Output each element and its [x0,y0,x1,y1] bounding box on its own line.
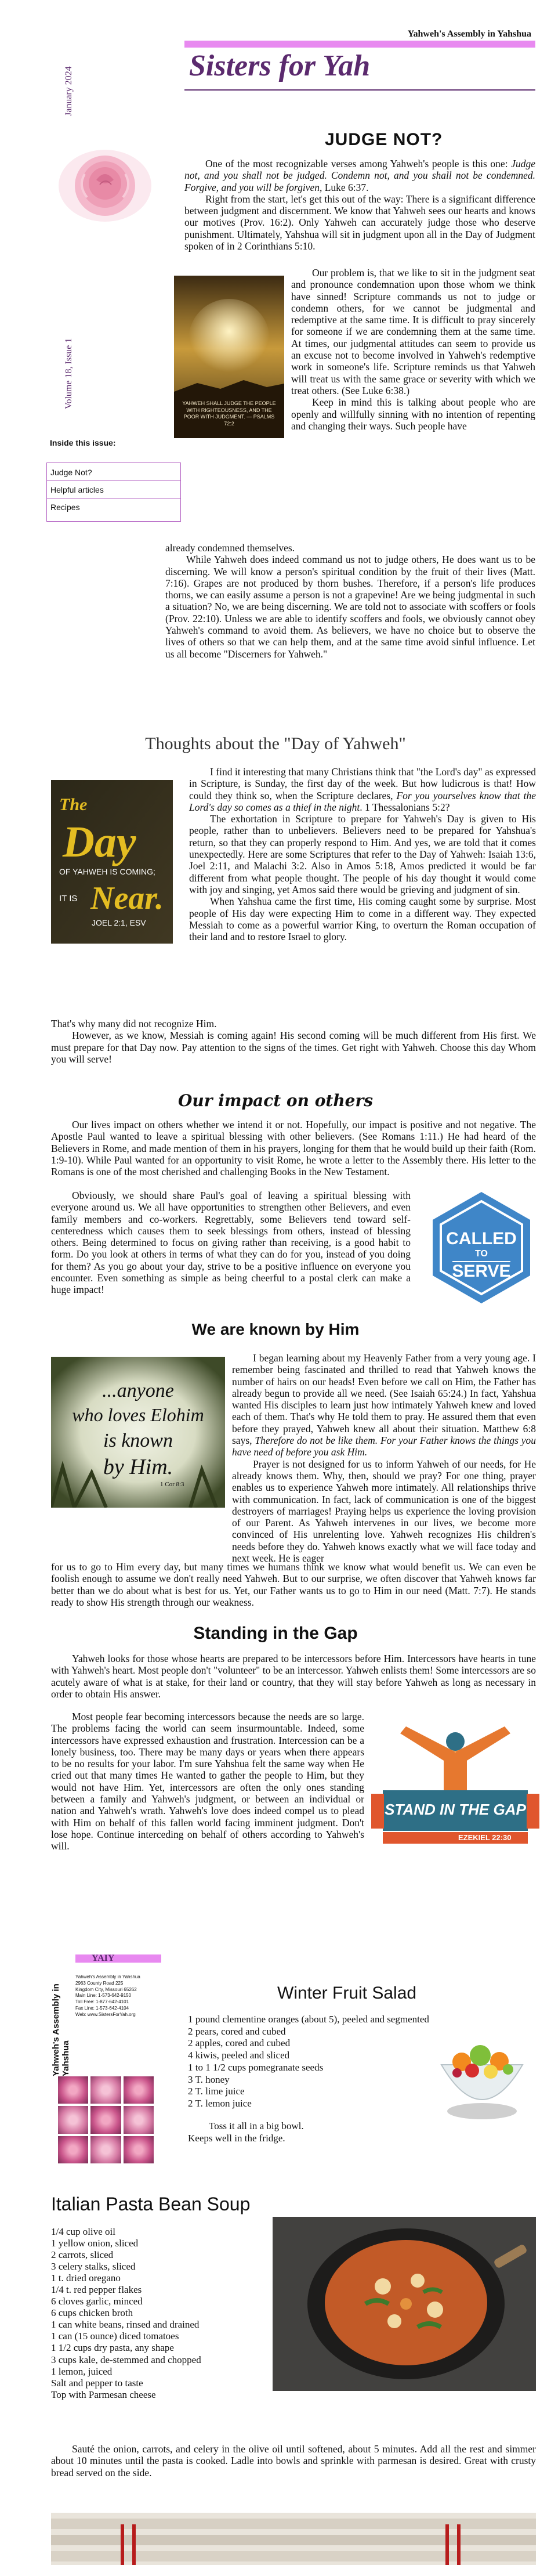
poster-line1: The [59,795,88,814]
rose-tile [58,2076,88,2104]
soup-directions: Sauté the onion, carrots, and celery in the olive oil until softened, about 5 minutes. Add all the rest and simmer about 10 minutes until the pasta is cooked. Ladle into bowls and sprinkle with parmesan is desired. Great with crusty bread served on the side. [51,2443,536,2479]
mailer-stamp-bar [75,1954,161,1963]
poster-line3: OF YAHWEH IS COMING; [59,867,155,876]
stand-in-gap-image [371,1726,539,1854]
mailer-panel [51,1954,155,2163]
toc-item[interactable]: Judge Not? [47,463,180,481]
salad-ingredient: 2 apples, cored and cubed [188,2037,291,2049]
gap-p1: Yahweh looks for those whose hearts are prepared to be intercessors before Him. Intercessors have hearts in tune with Yahweh's heart. Most people don't "volunteer" to be an intercessor. Yahweh enlists them! Some intercessors are so acutely aware of what is at stake, for their land or country, that they will stay before Yahweh as long as necessary in order to obtain His answer. [51,1653,536,1700]
rose-tile [58,2136,88,2163]
mailer-vertical: Yahweh's Assembly in Yahshua [51,1984,71,2076]
salad-title: Winter Fruit Salad [277,1984,417,2003]
judge-column [291,267,535,432]
rose-image [50,139,160,232]
judge-p4-end: already condemned themselves. [165,542,295,554]
known-title: We are known by Him [191,1320,360,1338]
known-p2-end: for us to go to Him every day, but many times we humans think we know what would benefit us. We can even be foolish enough to assume we don't really need Yahweh. But to our surprise, we often discover that Yahweh knows far better than we do about what is best for us. Yet, our Father wants us to go to Him in our need (Matt. 7:7). He stands ready to show His strength through our weakness. [51,1561,536,1608]
salad-image [427,2018,537,2129]
known-column [232,1352,536,1564]
address-line: Web: www.SistersForYah.org [75,2011,136,2017]
salad-ingredient: 2 pears, cored and cubed [188,2025,286,2037]
salad-directions: Toss it all in a big bowl. Keeps well in the fridge. [188,2120,304,2144]
soup-image [273,2217,536,2391]
impact-p2: Obviously, we should share Paul's goal of leaving a spiritual blessing with everyone around us. We all have opportunities to strengthen other Believers, and even family members and co-workers. Regrettably, some Believers tend toward self-centeredness which causes them to seek blessings from others, instead of blessing others. Being determined to focus on giving rather than receiving, is a good habit to form. Do you look at others in terms of what they can do for you, instead of you doing for them? As you go about your day, strive to be a positive influence on everyone you encounter. Even something as simple as being cheerful to a postal clerk can make a huge impact! [51,1190,411,1296]
toc-item[interactable]: Helpful articles [47,481,180,498]
soup-ingredient: 6 cloves garlic, minced [51,2296,143,2307]
soup-ingredient: 1 t. dried oregano [51,2272,121,2284]
rose-tile [124,2136,154,2163]
impact-p1: Our lives impact on others whether we intend it or not. Hopefully, our impact is positive and not negative. The Apostle Paul wanted to leave a spiritual blessing with other believers. (See Romans 1:11.) He had heard of the Believers in Rome, and made mention of them in his prayers, longing for them that he would build up their faith (Rom. 1:9-10). While Paul wanted for an opportunity to visit Rome, he wrote a letter to the Assembly there. His letter to the Romans is one of the most cherished and challenging Books in the New Testament. [51,1119,536,1178]
poster-line6: JOEL 2:1, ESV [92,918,146,927]
soup-ingredients [51,2226,271,2401]
day-p3-end: That's why many did not recognize Him. [51,1018,217,1029]
soup-ingredient: 1 can (15 ounce) diced tomatoes [51,2331,179,2342]
known-img-line3: is known [103,1430,173,1451]
address-line: Yahweh's Assembly in Yahshua [75,1974,140,1979]
impact-title: Our impact on others [177,1091,374,1110]
day-poster [51,780,173,944]
soup-ingredient: 1/4 cup olive oil [51,2226,115,2237]
masthead [0,0,551,93]
judge-p4: Keep in mind this is talking about people who are openly and willfully sinning with no intention of repenting and changing their ways. Such people have [291,396,535,432]
day-p1: I find it interesting that many Christians think that "the Lord's day" as expressed in Scripture, is Sunday, the first day of the week. But how ludicrous is that! How could they think so, when the Scripture declares, For you yourselves know that the Lord's day so comes as a thief in the night. 1 Thessalonians 5:2? [189,766,536,813]
known-img-line1: ...anyone [102,1380,174,1401]
impact-top [51,1119,536,1177]
masthead-volume: Volume 18, Issue 1 [64,338,74,409]
judge-p3: Our problem is, that we like to sit in the judgment seat and pronounce condemnation upon those whom we think have sinned! Scripture commands us not to judge or condemn others, for we cannot be judgmental and redemptive at the same time. It is difficult to pray sincerely for someone if we are condemning them at the same time. At times, our judgmental attitudes can seem to provide us an excuse not to become involved in Yahweh's redemptive work in someone's life. Scripture reminds us that Yahweh will treat us with the same grace or severity with which we treat others. (See Luke 6:38.) [291,267,535,396]
day-p4: However, as we know, Messiah is coming again! His second coming will be much different from His first. We must prepare for that Day now. Pay attention to the signs of the times. Get right with Yahweh. Choose this day Whom you will serve! [51,1029,536,1065]
salad-ingredient: 4 kiwis, peeled and sliced [188,2050,290,2061]
rose-tile [90,2136,121,2163]
gap-sign-text: STAND IN THE GAP [385,1801,526,1818]
judge-image-caption: YAHWEH SHALL JUDGE THE PEOPLE WITH RIGHTEOUSNESS, AND THE POOR WITH JUDGMENT. — PSALMS 72:2 [182,400,276,427]
known-p2a: Prayer is not designed for us to inform Yahweh of our needs, for He already knows them. Why, then, should we pray? For one thing, prayer enables us to experience Yahweh more intimately. All relationships thrive with communication. In fact, lack of communication is one of the biggest destroyers of marriages! Praying helps us experience the loving provision of our Parent. As Yahweh intervenes in our lives, we become more convinced of His unrelenting love. Yahweh recognizes His children's needs before they do. Yahweh knows exactly what we will face today and next week. He is eager [232,1458,536,1565]
gap-column [51,1711,364,1852]
gap-p2: Most people fear becoming intercessors because the needs are so large. The problems facing the world can seem insurmountable. Indeed, some intercessors have expressed exhaustion and frustration. Intercession can be a lonely business, too. There may be many days or years when there appears to be no results for your labor. I'm sure Yahshua felt the same way when He cried out that many times He wanted to gather the people to Him, but they would not have Him. Yet, intercessors are often the only ones standing between a family and Yahweh's judgment, or between an individual or nation and Yahweh's wrath. Yahweh's love does indeed compel us to plead with Him on behalf of this fallen world facing imminent judgment. Don't lose hope. Continue interceding on behalf of others according to Yahweh's will. [51,1711,364,1852]
soup-ingredient: 1/4 t. red pepper flakes [51,2284,142,2296]
called-to-serve-badge [429,1190,534,1306]
soup-ingredient: 1 yellow onion, sliced [51,2238,139,2249]
day-title: Thoughts about the "Day of Yahweh" [145,734,406,753]
day-column [189,766,536,942]
judge-lower [165,542,535,660]
mailer-address [75,1974,157,2018]
soup-ingredient: 1 lemon, juiced [51,2365,113,2377]
known-img-ref: 1 Cor 8:3 [160,1481,184,1488]
rose-tile [124,2076,154,2104]
judge-p1: One of the most recognizable verses among Yahweh's people is this one: Judge not, and you shall not be judged. Condemn not, and you shall not be condemned. Forgive, and you will be forgiven, Luke 6:37. [184,158,535,193]
judge-intro [184,158,535,252]
rose-tile [90,2106,121,2133]
poster-line5: Near. [90,880,164,916]
salad-ingredients [188,2014,437,2144]
poster-line4: IT IS [59,894,78,904]
address-line: Kingdom City, Missouri 65262 [75,1986,137,1992]
toc-item[interactable]: Recipes [50,503,80,512]
soup-ingredient: 1 1/2 cups dry pasta, any shape [51,2342,174,2354]
judge-p2: Right from the start, let's get this out of the way: There is a significant difference between judgment and discernment. We know that Yahweh sees our hearts and knows our motives (Prov. 16:2). Only Yahweh can accurately judge those who deserve punishment. Ultimately, Yahshua will sit in judgment upon all in the Day of Judgment spoken of in 2 Corinthians 5:10. [184,193,535,252]
soup-ingredient: 3 cups kale, de-stemmed and chopped [51,2354,201,2365]
soup-ingredient: Top with Parmesan cheese [51,2389,156,2400]
roses-grid [58,2076,154,2163]
mailer-stamp: YAIY [92,1953,115,1963]
masthead-date: January 2024 [64,66,74,116]
day-p2: The exhortation in Scripture to prepare for Yahweh's Day is given to His people, rather than to unbelievers. Believers need to be prepared for Yahshua's return, so that they can properly respond to Him. And yes, we are told that it comes unexpectedly. Here are some Scriptures that refer to the Day of Yahweh: Isaiah 13:6, Joel 2:11, and Malachi 3:2. Also in Amos 5:18, Amos predicted it would be far different from what people thought. The people of his day thought it would come with joy and singing, yet Amos said there would be grieving and judgment of sin. [189,813,536,895]
badge-line1: CALLED [446,1229,517,1248]
soup-ingredient: Salt and pepper to taste [51,2377,143,2389]
known-image [51,1357,225,1508]
footer-wood-image [51,2513,536,2565]
salad-ingredient: 3 T. honey [188,2073,230,2085]
known-img-line2: who loves Elohim [72,1404,204,1425]
gap-top [51,1653,536,1700]
salad-ingredient: 1 pound clementine oranges (about 5), peeled and segmented [188,2014,429,2025]
soup-title: Italian Pasta Bean Soup [51,2194,251,2214]
day-p3a: When Yahshua came the first time, His coming caught some by surprise. Most people of His day were expecting Him to come in a different way. They expected Messiah to come as a powerful warrior King, to overturn the Roman occupation of their land and to restore Israel to glory. [189,895,536,943]
day-lower [51,1018,536,1065]
soup-ingredient: 6 cups chicken broth [51,2307,133,2319]
salad-ingredient: 2 T. lemon juice [188,2098,252,2109]
badge-line2: TO [475,1249,488,1259]
known-img-line4: by Him. [103,1455,173,1479]
soup-directions-block [51,2443,536,2479]
masthead-rule [184,89,535,91]
salad-ingredient: 2 T. lime juice [188,2086,245,2097]
masthead-org: Yahweh's Assembly in Yahshua [407,29,531,39]
judge-title: JUDGE NOT? [325,130,443,149]
soup-ingredient: 1 can white beans, rinsed and drained [51,2319,200,2331]
inside-heading: Inside this issue: [50,438,116,447]
judge-p5: While Yahweh does indeed command us not to judge others, He does want us to be discerning. We will know a person's spiritual condition by the fruit of their lives (Matt. 7:16). Grapes are not produced by thorn bushes. Therefore, if a person's life produces thorns, we can easily assume a person is not a grapevine! Are we being judgmental in such a situation? No, we are being discerning. We are told not to associate with scoffers or fools (Prov. 22:10). Unless we are able to identify scoffers and fools, we obviously cannot obey Yahweh's command to avoid them. As believers, we have no choice but to observe the lives of others so that we can help them, and at the same time avoid sinful influence. Let us all become "Discerners for Yahweh." [165,554,535,660]
address-line: Main Line: 1-573-642-9150 [75,1993,132,1999]
masthead-title: Sisters for Yah [189,49,371,82]
gap-sign-ref: EZEKIEL 22:30 [458,1833,512,1842]
address-line: Toll Free: 1-877-642-4101 [75,1999,129,2005]
soup-ingredient: 2 carrots, sliced [51,2249,114,2261]
masthead-bar [184,41,535,48]
badge-line3: SERVE [452,1262,511,1281]
inside-toc [46,463,181,522]
known-p1: I began learning about my Heavenly Father from a very young age. I remember being fascinated and thrilled to read that Yahweh knows the number of hairs on our heads! Even before we call on Him, the Father has already begun to provide all we need. (See Isaiah 65:24.) In fact, Yahshua wanted His disciples to learn just how intimately Yahweh knew and loved each of them. That's why He told them to pray. He assured them that even before they prayed, Yahweh knew all about their situation. Matthew 6:8 says, Therefore do not be like them. For your Father knows the things you have need of before you ask Him. [232,1352,536,1458]
rose-tile [58,2106,88,2133]
salad-ingredient: 1 to 1 1/2 cups pomegranate seeds [188,2061,324,2073]
rose-tile [90,2076,121,2104]
gap-title: Standing in the Gap [193,1624,358,1643]
known-lower [51,1561,536,1608]
impact-p2-block [51,1190,411,1296]
address-line: Fax Line: 1-573-642-4104 [75,2005,129,2011]
address-line: 2963 County Road 225 [75,1980,124,1986]
poster-line2: Day [63,818,136,866]
rose-tile [124,2106,154,2133]
soup-ingredient: 3 celery stalks, sliced [51,2261,136,2272]
